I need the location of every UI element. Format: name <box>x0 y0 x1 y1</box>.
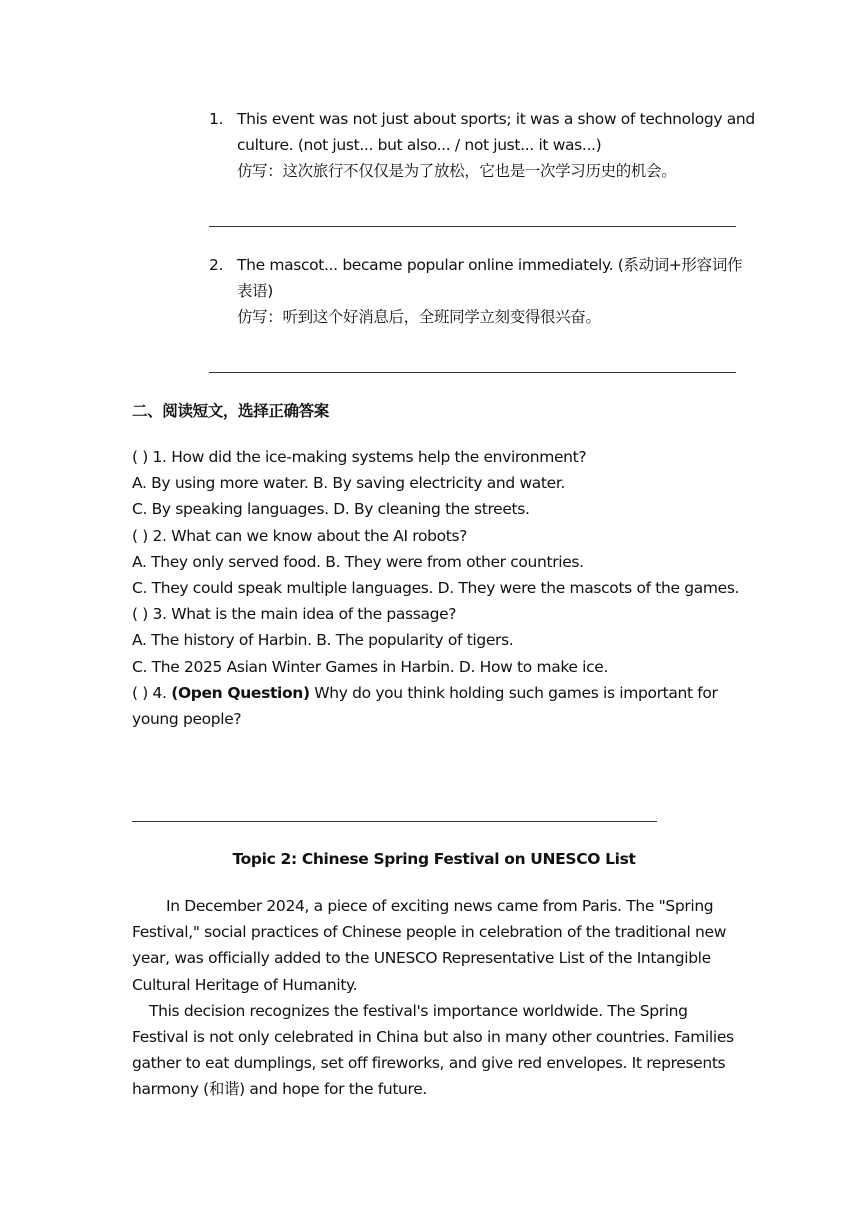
item-number: 2. <box>209 256 224 274</box>
imitation-prompt: 仿写：听到这个好消息后，全班同学立刻变得很兴奋。 <box>237 308 601 326</box>
question-options: A. The history of Harbin. B. The popularity of tigers. <box>132 631 514 650</box>
topic-title: Topic 2: Chinese Spring Festival on UNESCO List <box>232 850 636 868</box>
reading-passage <box>132 893 742 1103</box>
answer-line-2[interactable] <box>209 372 736 373</box>
example-sentence: The mascot... became popular online immediately. (系动词+形容词作表语) <box>237 256 743 300</box>
question-line: ( ) 1. How did the ice-making systems help the environment? <box>132 448 587 466</box>
example-sentence-line-1: This event was not just about sports; it was a show of technology and <box>237 110 755 128</box>
question-options: C. The 2025 Asian Winter Games in Harbin. D. How to make ice. <box>132 657 609 676</box>
item-number: 1. <box>209 110 224 128</box>
exercise-item-2 <box>209 252 749 330</box>
passage-paragraph-1: In December 2024, a piece of exciting news came from Paris. The "Spring Festival," social practices of Chinese people in celebration of the traditional new year, was officially added to the UNESCO Representative List of the Intangible Cultural Heritage of Humanity. <box>132 897 727 994</box>
answer-line-1[interactable] <box>209 226 736 227</box>
passage-paragraph-2: This decision recognizes the festival's importance worldwide. The Spring Festival is not only celebrated in China but also in many other countries. Families gather to eat dumplings, set off fireworks, and give red envelopes. It represents harmony (和谐) and hope for the future. <box>132 1001 734 1099</box>
question-options: A. They only served food. B. They were from other countries. <box>132 552 584 571</box>
example-sentence-line-2: culture. (not just... but also... / not just... it was...) <box>237 136 602 154</box>
question-options: C. They could speak multiple languages. D. They were the mascots of the games. <box>132 579 740 598</box>
open-question-prefix: ( ) 4. <box>132 683 172 702</box>
exercise-item-1 <box>209 106 755 184</box>
question-line: ( ) 2. What can we know about the AI robots? <box>132 526 468 545</box>
imitation-prompt: 仿写：这次旅行不仅仅是为了放松，它也是一次学习历史的机会。 <box>237 162 677 180</box>
reading-questions <box>132 444 742 732</box>
open-question-answer-line[interactable] <box>132 821 657 822</box>
open-question <box>132 680 742 732</box>
open-question-text: Why do you think holding such games is important for young people? <box>132 683 718 729</box>
section-heading: 二、阅读短文，选择正确答案 <box>132 402 329 420</box>
question-options: A. By using more water. B. By saving electricity and water. <box>132 474 566 493</box>
question-options: C. By speaking languages. D. By cleaning the streets. <box>132 500 530 519</box>
question-line: ( ) 3. What is the main idea of the passage? <box>132 605 457 624</box>
open-question-label: (Open Question) <box>171 683 310 702</box>
